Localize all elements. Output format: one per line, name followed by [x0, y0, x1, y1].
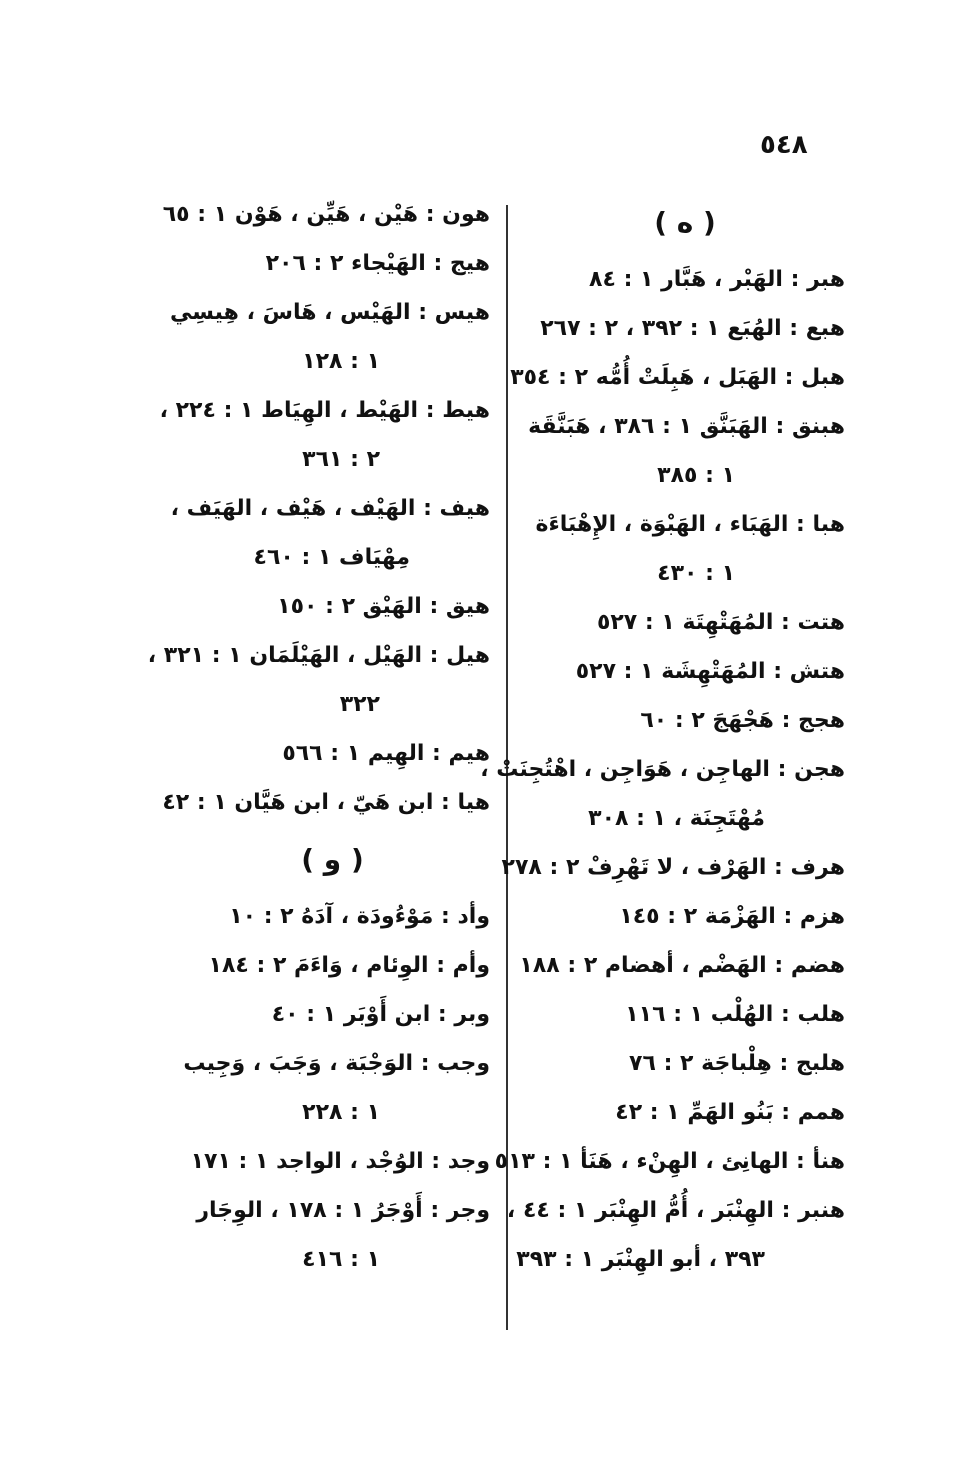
entry-line: ١ : ٣٨٥ [657, 463, 735, 488]
entry-line: هيا : ابن هَيّ ، ابن هَيَّان ١ : ٤٢ [162, 790, 490, 815]
entry-line: همم : بَنُو الهَمِّ ١ : ٤٢ [615, 1100, 845, 1125]
entry-line: هلب : الهُلْب ١ : ١١٦ [625, 1002, 845, 1027]
entry-line: مِهْيَاف ١ : ٤٦٠ [253, 545, 410, 570]
entry-line: ١ : ٤٣٠ [657, 561, 735, 586]
entry-line: وبر : ابن أَوْبَر ١ : ٤٠ [271, 1002, 490, 1027]
entry-line: هلبج : هِلْباجَة ٢ : ٧٦ [629, 1051, 845, 1076]
entry-line: ١ : ٤١٦ [302, 1247, 380, 1272]
entry-line: هيس : الهَيْس ، هَاسَ ، هِيسِي [170, 300, 490, 325]
entry-line: وجب : الوَجْبَة ، وَجَبَ ، وَجِيب [183, 1051, 490, 1076]
section-heading-ha: ( ه ) [654, 206, 716, 239]
right-column [480, 190, 845, 1284]
entry-line: هيط : الهَيْط ، الهِيَاط ١ : ٢٢٤ ، [159, 398, 490, 423]
left-column [147, 190, 490, 1284]
entry-line: هبر : الهَبْر ، هَبَّار ١ : ٨٤ [589, 267, 845, 292]
entry-line: هبا : الهَبَاء ، الهَبْوَة ، الإِهْبَاءَة [535, 512, 845, 537]
entry-line: هتت : المُهَتْهِتَة ١ : ٥٢٧ [596, 610, 845, 635]
entry-line: هضم : الهَضْم ، أهضام ٢ : ١٨٨ [519, 953, 845, 978]
entry-line: ١ : ١٢٨ [302, 349, 380, 374]
entry-line: هبع : الهُبَع ١ : ٣٩٢ ، ٢ : ٢٦٧ [540, 316, 845, 341]
entry-line: ٣٩٣ ، أبو الهِنْبَر ١ : ٣٩٣ [516, 1247, 765, 1272]
entry-line: هنبر : الهِنْبَر ، أُمُّ الهِنْبَر ١ : ٤٤ ، [506, 1198, 845, 1223]
entry-line: ٣٢٢ [339, 692, 380, 717]
entry-line: هبنق : الهَبَنَّق ١ : ٣٨٦ ، هَبَنَّقَة [528, 414, 845, 439]
entry-line: هجج : هَجْهَجَ ٢ : ٦٠ [640, 708, 845, 733]
entry-line: هيم : الهِيم ١ : ٥٦٦ [282, 741, 490, 766]
entry-line: هيق : الهَيْق ٢ : ١٥٠ [277, 594, 490, 619]
section-heading-waw: ( و ) [301, 843, 364, 876]
page-number: ٥٤٨ [760, 130, 808, 160]
entry-line: هجن : الهاجِن ، هَوَاجِن ، اهْتُجِنَتْ ، [480, 757, 845, 782]
entry-line: وجر : أَوْجَرُ ١ : ١٧٨ ، الوِجَار [196, 1198, 490, 1223]
entry-line: هون : هَيْن ، هَيِّن ، هَوْن ١ : ٦٥ [162, 202, 490, 227]
entry-line: وأم : الوِئام ، وَاءَمَ ٢ : ١٨٤ [208, 953, 490, 978]
entry-line: هزم : الهَزْمَة ٢ : ١٤٥ [619, 904, 845, 929]
entry-line: ١ : ٢٢٨ [302, 1100, 380, 1125]
entry-line: هنأ : الهانِئ ، الهِنْء ، هَنَأ ١ : ٥١٣ [494, 1149, 845, 1174]
entry-line: هرف : الهَرْف ، لا تَهْرِفْ ٢ : ٢٧٨ [501, 855, 845, 880]
entry-line: مُهْتَجِنَة ، ١ : ٣٠٨ [588, 806, 765, 831]
entry-line: هتش : المُهَتْهِشَة ١ : ٥٢٧ [575, 659, 845, 684]
entry-line: وجد : الوُجْد ، الواجد ١ : ١٧١ [190, 1149, 490, 1174]
entry-line: هيج : الهَيْجاء ٢ : ٢٠٦ [265, 251, 490, 276]
entry-line: وأد : مَوْءُودَة ، آدَهُ ٢ : ١٠ [229, 904, 490, 929]
entry-line: هبل : الهَبَل ، هَبِلَتْ أُمُّه ٢ : ٣٥٤ [510, 365, 845, 390]
entry-line: هيل : الهَيْل ، الهَيْلَمَان ١ : ٣٢١ ، [147, 643, 490, 668]
entry-line: هيف : الهَيْف ، هَيْف ، الهَيَف ، [170, 496, 490, 521]
entry-line: ٢ : ٣٦١ [302, 447, 380, 472]
